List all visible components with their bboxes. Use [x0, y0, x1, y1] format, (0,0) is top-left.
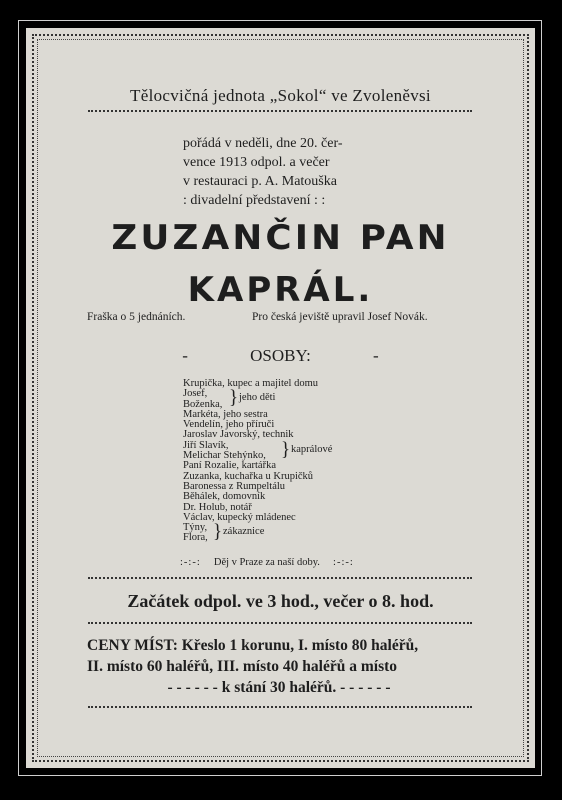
cast-row: Jaroslav Javorský, technik: [183, 429, 294, 441]
prices-line: II. místo 60 haléřů, III. místo 40 haléřů a místo: [87, 658, 398, 675]
cast-row: Markéta, jeho sestra: [183, 408, 268, 420]
intro-line: : divadelní představení : :: [183, 193, 326, 208]
cast-row: Baronessa z Rumpeltálu: [183, 480, 286, 492]
cast-row: Paní Rozalie, kartářka: [183, 460, 277, 472]
cast-row: Běhálek, domovník: [183, 491, 266, 503]
divider-mid2: [88, 622, 472, 624]
heading-dash-left: -: [182, 346, 188, 365]
intro-line: v restauraci p. A. Matouška: [183, 174, 337, 189]
brace-children: }: [229, 386, 239, 409]
intro-line: vence 1913 odpol. a večer: [183, 155, 330, 170]
play-title-line2: KAPRÁL.: [187, 270, 374, 310]
play-title-line1: ZUZANČIN PAN: [111, 218, 450, 258]
setting-text: Děj v Praze za naší doby.: [213, 557, 320, 568]
cast-name: Flora,: [183, 532, 208, 544]
cast-heading: OSOBY:: [250, 346, 311, 365]
cast-row: Dr. Holub, notář: [183, 501, 252, 513]
ticket-prices: [87, 635, 471, 698]
cast-heading-line: [26, 346, 535, 366]
brace-corporals: }: [281, 438, 291, 461]
decor-left: :-:-:: [180, 557, 201, 568]
cast-row: Václav, kupecký mládenec: [183, 511, 296, 523]
divider-top: [88, 110, 472, 112]
group-label-customers: zákaznice: [223, 526, 265, 537]
society-name: Tělocvičná jednota „Sokol“ ve Zvoleněvsi: [130, 86, 431, 105]
setting-line: [180, 557, 354, 568]
group-label-corporals: kaprálové: [291, 444, 333, 455]
cast-name: Josef,: [183, 388, 208, 400]
prices-line: - - - - - - k stání 30 haléřů. - - - - - -: [167, 679, 391, 696]
intro-text: [183, 134, 342, 210]
adaptation-credit: Pro česká jeviště upravil Josef Novák.: [252, 311, 428, 323]
divider-bottom: [88, 706, 472, 708]
start-time: Začátek odpol. ve 3 hod., večer o 8. hod.: [127, 591, 434, 611]
decor-right: :-:-:: [333, 557, 354, 568]
farce-note: Fraška o 5 jednáních.: [87, 311, 186, 323]
prices-line: CENY MÍST: Křeslo 1 korunu, I. místo 80 haléřů,: [87, 637, 419, 654]
cast-name: Melichar Stehýnko,: [183, 450, 266, 462]
cast-row: Vendelín, jeho příruči: [183, 419, 275, 431]
intro-line: pořádá v neděli, dne 20. čer-: [183, 136, 343, 151]
poster-sheet: [26, 28, 535, 768]
brace-customers: }: [213, 520, 223, 543]
cast-row: Zuzanka, kuchařka u Krupičků: [183, 470, 314, 482]
group-label-children: jeho děti: [239, 392, 276, 403]
cast-name: Boženka,: [183, 398, 223, 410]
divider-mid1: [88, 577, 472, 579]
heading-dash-right: -: [373, 346, 379, 365]
cast-list: [183, 378, 333, 544]
cast-name: Týny,: [183, 522, 208, 534]
cast-row: Krupička, kupec a majitel domu: [183, 378, 318, 389]
cast-name: Jiří Slavík,: [183, 439, 229, 451]
